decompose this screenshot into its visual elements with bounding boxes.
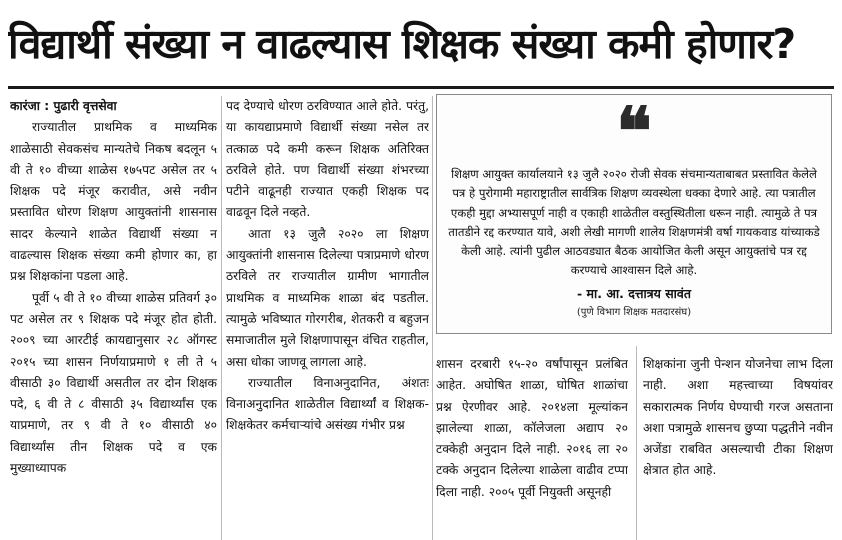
quote-icon: ❝ xyxy=(616,92,652,170)
quote-author-role: (पुणे विभाग शिक्षक मतदारसंघ) xyxy=(576,307,692,318)
paragraph: शिक्षकांना जुनी पेन्शन योजनेचा लाभ दिला नाही. अशा महत्त्वाच्या विषयांवर सकारात्मक निर्णय घेण्याची गरज असताना अशा पत्रामुळे शासनच छुप्या पद्धतीने नवीन अजेंडा राबवित असल्याची टीका शिक्षण क्षेत्रात होत आहे. xyxy=(643,357,833,478)
paragraph: पद देण्याचे धोरण ठरविण्यात आले होते. परंतु, या कायद्याप्रमाणे विद्यार्थी संख्या नसेल तर तत्काळ पदे कमी करून शिक्षक अतिरिक्त ठरविले होते. पण विद्यार्थी संख्या शंभरच्या पटीने वाढूनही राज्यात एकही शिक्षक पद वाढवून दिले नव्हते. xyxy=(226,99,429,220)
headline-rule xyxy=(8,86,834,89)
column-divider xyxy=(636,346,637,540)
pull-quote-box xyxy=(436,94,832,334)
quote-author: - मा. आ. दत्तात्रय सावंत xyxy=(576,286,691,301)
paragraph: शासन दरबारी १५-२० वर्षांपासून प्रलंबित आहेत. अघोषित शाळा, घोषित शाळांचा प्रश्न ऐरणीवर आहे. २०१४ला मूल्यांकन झालेल्या शाळा, कॉलेजला अद्याप २० टक्केही अनुदान दिले नाही. २०१६ ला २० टक्के अनुदान दिलेल्या शाळेला वाढीव टप्पा दिला नाही. २००५ पूर्वी नियुक्ती असूनही xyxy=(436,357,628,499)
column-divider xyxy=(432,96,433,540)
quote-text: शिक्षण आयुक्त कार्यालयाने १३ जुलै २०२० रोजी सेवक संचमान्यताबाबत प्रस्तावित केलेले पत्र हे पुरोगामी महाराष्ट्रातील सार्वत्रिक शिक्षण व्यवस्थेला धक्का देणारे आहे. त्या पत्रातील एकही मुद्दा अभ्यासपूर्ण नाही व एकाही शाळेतील वस्तुस्थितीला धरून नाही. त्यामुळे ते पत्र तातडीने रद्द करण्यात यावे, अशी लेखी मागणी शालेय शिक्षणमंत्री वर्षा गायकवाड यांच्याकडे केली आहे. त्यांनी पुढील आठवड्यात बैठक आयोजित केली असून आयुक्तांचे पत्र रद्द करण्याचे आश्वासन दिले आहे. xyxy=(448,167,820,278)
headline: विद्यार्थी संख्या न वाढल्यास शिक्षक संख्या कमी होणार? xyxy=(8,20,796,68)
paragraph: राज्यातील प्राथमिक व माध्यमिक शाळेसाठी सेवकसंच मान्यतेचे निकष बदलून ५ वी ते १० वीच्या शाळेस १७५पट असेल तर ५ शिक्षक पदे मंजूर करावीत, असे नवीन प्रस्तावित धोरण शिक्षण आयुक्तांनी शासनास सादर केल्याने शाळेत विद्यार्थी संख्या न वाढल्यास शिक्षक संख्या कमी होणार का, हा प्रश्न शिक्षकांना पडला आहे. xyxy=(10,120,217,284)
dateline: कारंजा : पुढारी वृत्तसेवा xyxy=(10,99,117,113)
article-column-2 xyxy=(226,96,429,540)
paragraph: राज्यातील विनाअनुदानित, अंशतः विनाअनुदानित शाळेतील विद्यार्थ्यांं व शिक्षक-शिक्षकेतर कर्मचाऱ्यांचे असंख्य गंभीर प्रश्न xyxy=(226,375,429,433)
article-column-3 xyxy=(436,354,628,540)
paragraph: आता १३ जुलै २०२० ला शिक्षण आयुक्तांनी शासनास दिलेल्या पत्राप्रमाणे धोरण ठरविले तर राज्यातील ग्रामीण भागातील प्राथमिक व माध्यमिक शाळा बंद पडतील. त्यामुळे भविष्यात गोरगरीब, शेतकरी व बहुजन समाजातील मुले शिक्षणापासून वंचित राहतील, असा धोका जाणवू लागला आहे. xyxy=(226,226,429,369)
paragraph: पूर्वी ५ वी ते १० वीच्या शाळेस प्रतिवर्ग ३० पट असेल तर ९ शिक्षक पदे मंजूर होत होती. २००९ च्या आरटीई कायद्यानुसार २८ ऑगस्ट २०१५ च्या शासन निर्णयाप्रमाणे १ ली ते ५ वीसाठी ३० विद्यार्थी असतील तर दोन शिक्षक पदे, ६ वी ते ८ वीसाठी ३५ विद्यार्थ्यांस एक याप्रमाणे, तर ९ वी ते १० वीसाठी ४० विद्यार्थ्यांस तीन शिक्षक पदे व एक मुख्याध्यापक xyxy=(10,290,217,476)
column-divider xyxy=(221,96,222,540)
article-column-1 xyxy=(10,96,217,540)
article-column-4 xyxy=(643,354,833,540)
